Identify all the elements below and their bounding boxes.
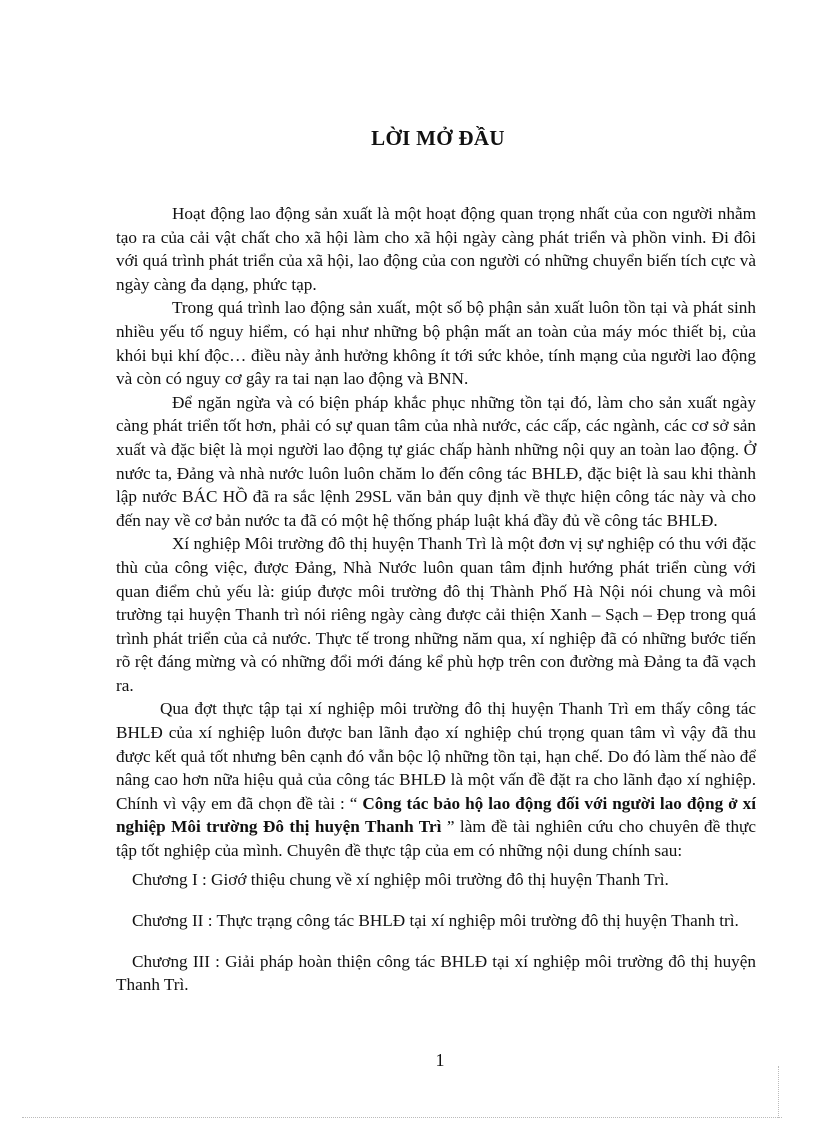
topic-text-after: ” làm đề tài nghiên cứu cho chuyên đề thực tập tốt nghiệp của mình. Chuyên đề thực tập của em có những nội dung chính sau: [116,817,756,861]
topic-text-before: Qua đợt thực tập tại xí nghiệp môi trường đô thị huyện Thanh Trì em thấy công tác BHLĐ của xí nghiệp luôn được ban lãnh đạo xí nghiệp chú trọng quan tâm vì vậy đã thu được kết quả tốt nhưng bên cạnh đó vẫn bộc lộ những tồn tại, hạn chế. Do đó làm thế nào để nâng cao hơn nữa hiệu quả của công tác BHLĐ là một vấn đề đặt ra cho lãnh đạo xí nghiệp. Chính vì vậy em đã chọn đề tài : “ [116,699,756,813]
chapter-1: Chương I : Giơớ thiệu chung về xí nghiệp môi trường đô thị huyện Thanh Trì. [132,869,669,889]
paragraph-hazards: Trong quá trình lao động sản xuất, một số bộ phận sản xuất luôn tồn tại và phát sinh nhiều yếu tố nguy hiểm, có hại như những bộ phận mất an toàn của máy móc thiết bị, của khói bụi khí độc… điều này ảnh hưởng không ít tới sức khỏe, tính mạng của người lao động và còn có nguy cơ gây ra tai nạn lao động và BNN. [116,298,756,389]
paragraph-prevention: Để ngăn ngừa và có biện pháp khắc phục những tồn tại đó, làm cho sản xuất ngày càng phát triển tốt hơn, phải có sự quan tâm của nhà nước, các cấp, các ngành, các cơ sở sản xuất và đặc biệt là mọi người lao động tự giác chấp hành những nội quy an toàn lao động. Ở nước ta, Đảng và nhà nước luôn luôn chăm lo đến công tác BHLĐ, đặc biệt là sau khi thành lập nước BÁC HỒ đã ra sắc lệnh 29SL văn bản quy định về thực hiện công tác này và cho đến nay về cơ bản nước ta đã có một hệ thống pháp luật khá đầy đủ về công tác BHLĐ. [116,392,756,530]
chapter-2: Chương II : Thực trạng công tác BHLĐ tại xí nghiệp môi trường đô thị huyện Thanh trì. [132,911,739,931]
page-title: LỜI MỞ ĐẦU [371,126,505,150]
chapter-3: Chương III : Giải pháp hoàn thiện công tác BHLĐ tại xí nghiệp môi trường đô thị huyện Thanh Trì. [116,951,756,995]
page-number: 1 [435,1050,445,1070]
body-text [116,202,756,997]
topic-title: Công tác bảo hộ lao động đối với người lao động ở xí nghiệp Môi trường Đô thị huyện Thanh Trì [116,793,756,837]
paragraph-topic [116,697,756,862]
footer-dotted-rule [22,1117,782,1118]
footer-corner-mark [778,1066,789,1118]
paragraph-enterprise: Xí nghiệp Môi trường đô thị huyện Thanh Trì là một đơn vị sự nghiệp có thu với đặc thù của công việc, được Đảng, Nhà Nước luôn quan tâm định hướng phát triển cùng với quan điểm chủ yếu là: giúp được môi trường đô thị Thành Phố Hà Nội nói chung và môi trường tại huyện Thanh trì nói riêng ngày càng được cải thiện Xanh – Sạch – Đẹp trong quá trình phát triển của cả nước. Thực tế trong những năm qua, xí nghiệp đã có những bước tiến rõ rệt đáng mừng và có những đổi mới đáng kể phù hợp trên con đường mà Đảng ta đã vạch ra. [116,534,756,695]
paragraph-intro: Hoạt động lao động sản xuất là một hoạt động quan trọng nhất của con người nhằm tạo ra của cải vật chất cho xã hội làm cho xã hội ngày càng phát triển và phồn vinh. Đi đôi với quá trình phát triển của xã hội, lao động của con người có những chuyển biến tích cực và ngày càng đa dạng, phức tạp. [116,204,756,294]
